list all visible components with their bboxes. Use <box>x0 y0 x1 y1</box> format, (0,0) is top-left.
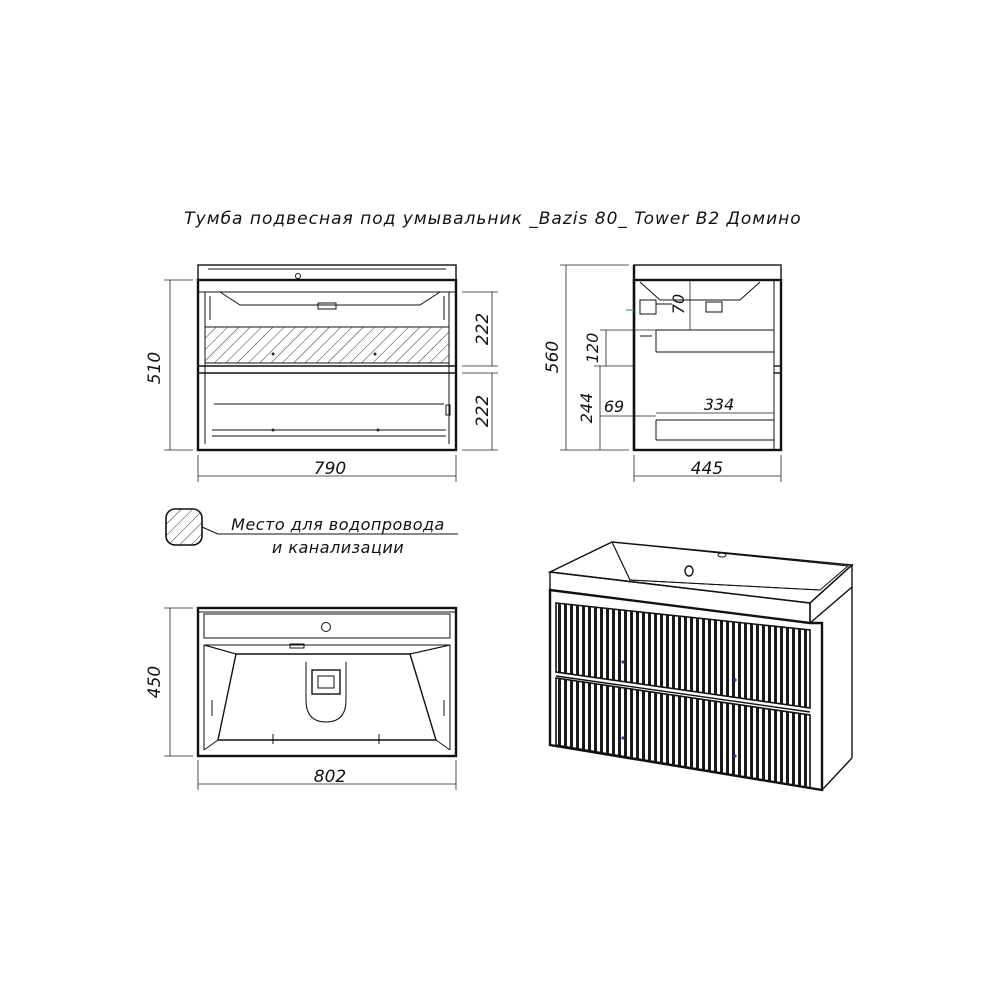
dim-120: 120 <box>583 332 602 364</box>
top-basin-bowl <box>218 654 436 740</box>
dim-drawer-2: 222 <box>473 394 493 428</box>
drawing-title: Тумба подвесная под умывальник _Bazis 80_ Tower В2 Домино <box>184 209 802 229</box>
isometric-view <box>550 542 852 790</box>
dim-front-height: 510 <box>145 351 165 385</box>
dim-70: 70 <box>669 293 688 315</box>
side-view <box>543 265 781 482</box>
legend-line-2: и канализации <box>271 538 405 557</box>
dim-side-height: 560 <box>543 340 563 374</box>
front-basin-top <box>198 265 456 280</box>
dim-69: 69 <box>603 397 625 416</box>
legend <box>166 509 458 557</box>
front-plumbing-zone <box>205 327 449 363</box>
dim-side-depth: 445 <box>690 459 724 479</box>
top-basin-outline <box>198 608 456 756</box>
dim-334: 334 <box>703 395 735 414</box>
legend-line-1: Место для водопровода <box>231 515 445 534</box>
dim-drawer-1: 222 <box>473 312 493 346</box>
dim-top-width: 802 <box>313 767 347 787</box>
legend-hatch-swatch <box>166 509 202 545</box>
dim-244: 244 <box>577 392 596 424</box>
top-view <box>145 608 456 790</box>
dim-front-width: 790 <box>313 459 347 479</box>
top-drain <box>312 670 340 694</box>
front-view <box>145 265 498 482</box>
dim-top-depth: 450 <box>145 665 165 699</box>
side-basin-top <box>634 265 781 280</box>
